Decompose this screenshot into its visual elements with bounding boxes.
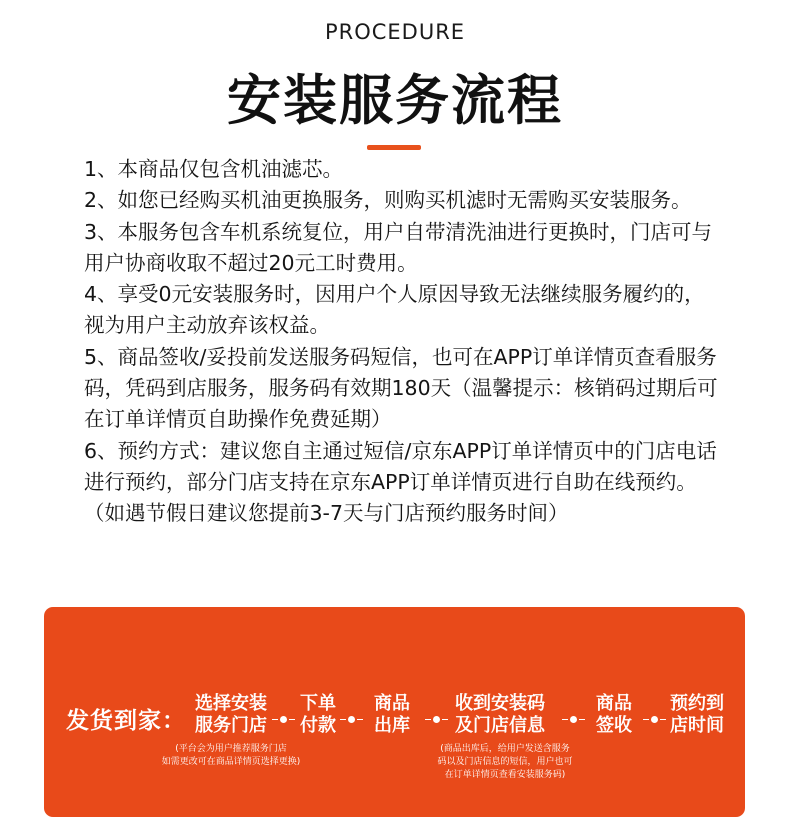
step-label-line2: 服务门店 (195, 715, 267, 736)
eyebrow-label: PROCEDURE (324, 20, 466, 44)
flow-connector-dot (651, 716, 658, 723)
step-label-line1: 下单 (300, 693, 336, 714)
note-line: 在订单详情页查看安装服务码) (444, 770, 566, 780)
step-label-line1: 选择安装 (195, 693, 267, 714)
flow-connector-dot (348, 716, 355, 723)
flow-step-sign-receipt (592, 693, 636, 737)
list-item: 2、如您已经购买机油更换服务，则购买机滤时无需购买安装服务。 (84, 188, 692, 213)
flow-step-choose-store (190, 693, 272, 737)
flow-step-receive-code (450, 693, 550, 737)
note-line: (商品出库后，给用户发送含服务 (440, 744, 570, 754)
page-title: 安装服务流程 (227, 69, 563, 132)
step-label-line1: 商品 (374, 693, 410, 714)
step-label-line1: 预约到 (670, 693, 724, 714)
list-item: 5、商品签收/妥投前发送服务码短信，也可在APP订单详情页查看服务码，凭码到店服务，服务码有效期180天（温馨提示：核销码过期后可在订单详情页自助操作免费延期） (84, 344, 718, 432)
delivery-flow-banner (44, 607, 745, 817)
step-label-line2: 出库 (374, 715, 410, 736)
note-line: 码以及门店信息的短信，用户也可 (437, 757, 573, 767)
step-label-line1: 收到安装码 (455, 693, 545, 714)
step-label-line2: 店时间 (670, 715, 724, 736)
flow-connector-dot (433, 716, 440, 723)
list-item: 6、预约方式：建议您自主通过短信/京东APP订单详情页中的门店电话进行预约，部分门店支持在京东APP订单详情页进行自助在线预约。（如遇节假日建议您提前3-7天与门店预约服务时间） (84, 438, 717, 526)
banner-lead: 发货到家： (66, 708, 186, 734)
step-label-line2: 及门店信息 (455, 715, 545, 736)
list-item: 1、本商品仅包含机油滤芯。 (84, 157, 344, 181)
title-divider (367, 145, 421, 150)
flow-connector-dot (280, 716, 287, 723)
step-label-line2: 付款 (300, 715, 336, 736)
note-line: 如需更改可在商品详情页选择更换) (161, 757, 301, 767)
note-sms-code (420, 743, 590, 782)
list-item: 3、本服务包含车机系统复位，用户自带清洗油进行更换时，门店可与用户协商收取不超过20元工时费用。 (84, 219, 713, 275)
note-store-recommendation (136, 743, 326, 769)
flow-step-place-order (296, 693, 340, 737)
step-label-line2: 签收 (596, 715, 632, 736)
list-item: 4、享受0元安装服务时，因用户个人原因导致无法继续服务履约的，视为用户主动放弃该权益。 (84, 282, 705, 338)
flow-step-ship-out (370, 693, 414, 737)
flow-connector-dot (570, 716, 577, 723)
step-label-line1: 商品 (596, 693, 632, 714)
procedure-list (84, 154, 724, 530)
note-line: (平台会为用户推荐服务门店 (175, 744, 287, 754)
flow-step-book-time (666, 693, 728, 737)
